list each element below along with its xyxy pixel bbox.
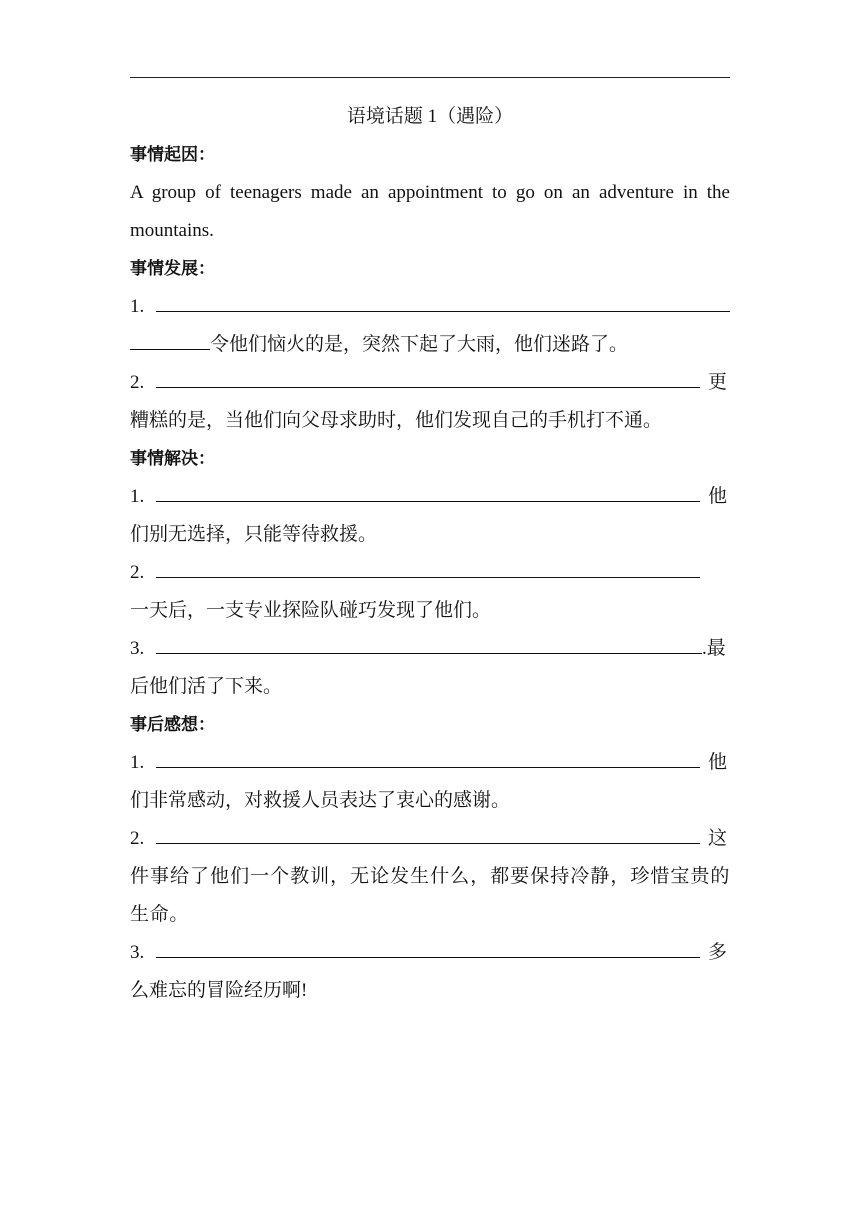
resolution-item-2-line [130, 554, 730, 592]
answer-blank[interactable] [156, 559, 700, 578]
reflection-item-2-continuation: 件事给了他们一个教训，无论发生什么，都要保持冷静，珍惜宝贵的生命。 [130, 866, 730, 925]
item-number: 2. [130, 828, 145, 849]
reflection-item-1-continuation: 们非常感动，对救援人员表达了衷心的感谢。 [130, 790, 511, 811]
resolution-item-2-continuation: 一天后，一支专业探险队碰巧发现了他们。 [130, 600, 492, 621]
resolution-item-1-continuation: 们别无选择，只能等待救援。 [130, 524, 378, 545]
line-tail-text: 更 [708, 372, 728, 393]
development-item-2-continuation: 糟糕的是，当他们向父母求助时，他们发现自己的手机打不通。 [130, 410, 663, 431]
reflection-item-3-continuation: 么难忘的冒险经历啊! [130, 980, 308, 1001]
answer-blank[interactable] [156, 749, 700, 768]
development-item-2-line [130, 364, 730, 402]
line-tail-text: 多 [708, 942, 728, 963]
item-number: 3. [130, 638, 145, 659]
line-tail-text: 他 [708, 752, 728, 773]
continuation-text: 令他们恼火的是，突然下起了大雨，他们迷路了。 [210, 334, 629, 355]
header-rule [130, 77, 730, 78]
answer-blank-short[interactable] [130, 331, 210, 350]
item-number: 1. [130, 296, 145, 317]
answer-blank[interactable] [156, 825, 700, 844]
line-tail-text: 这 [708, 828, 728, 849]
answer-blank[interactable] [156, 635, 702, 654]
development-item-1-continuation [130, 326, 730, 364]
reflection-item-3-line [130, 934, 730, 972]
answer-blank[interactable] [156, 939, 700, 958]
resolution-item-3-continuation: 后他们活了下来。 [130, 676, 283, 697]
item-number: 1. [130, 752, 145, 773]
cause-text: A group of teenagers made an appointment to go on an adventure in the mountains. [130, 182, 730, 241]
page-title: 语境话题 1（遇险） [346, 106, 514, 127]
answer-blank[interactable] [156, 293, 730, 312]
line-tail-text: .最 [702, 638, 726, 659]
item-number: 1. [130, 486, 145, 507]
section-heading-resolution: 事情解决： [130, 449, 215, 469]
resolution-item-1-line [130, 478, 730, 516]
item-number: 2. [130, 562, 145, 583]
section-heading-cause: 事情起因： [130, 145, 215, 165]
development-item-1-line [130, 288, 730, 326]
resolution-item-3-line [130, 630, 730, 668]
section-heading-reflection: 事后感想： [130, 715, 215, 735]
worksheet [130, 98, 730, 1010]
item-number: 2. [130, 372, 145, 393]
answer-blank[interactable] [156, 369, 700, 388]
reflection-item-2-line [130, 820, 730, 858]
reflection-item-1-line [130, 744, 730, 782]
answer-blank[interactable] [156, 483, 700, 502]
item-number: 3. [130, 942, 145, 963]
line-tail-text: 他 [708, 486, 728, 507]
section-heading-development: 事情发展： [130, 259, 215, 279]
